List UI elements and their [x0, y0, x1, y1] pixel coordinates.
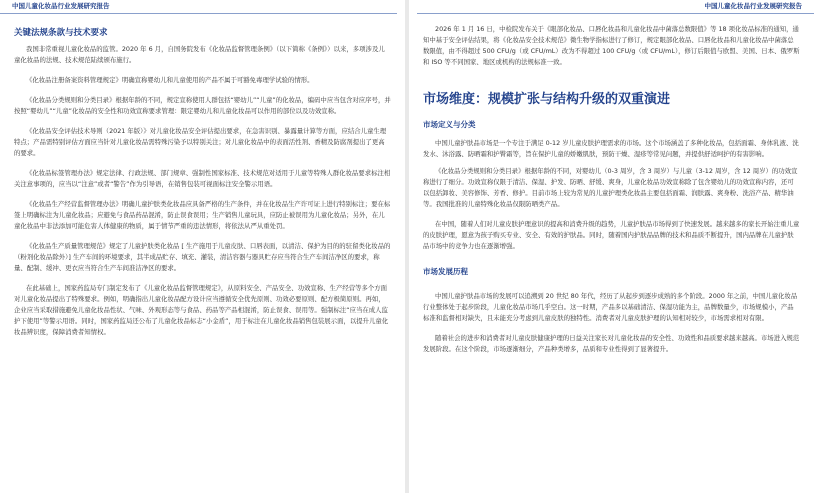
left-paragraph-3: 《化妆品分类规则和分类目录》根据年龄的不同，规定宣称使用人群包括“婴幼儿”“儿童”的化妆品，编码中应当包含对应序号，并按照“婴幼儿”“儿童”化妆品的安全性和功效宣称要求管理：限定婴幼儿和儿童化妆品可以作用的部位以及功效宣称。	[14, 96, 391, 115]
right-paragraph-2: 《化妆品分类规则和分类目录》根据年龄的不同，对婴幼儿（0-3 周岁，含 3 周岁）与儿童（3-12 周岁，含 12 周岁）的功效宣称进行了细分。功效宣称仅限于清洁、保湿、护发、防晒、舒缓、爽身，儿童化妆品功效宣称除了包含婴幼儿的功效宣称内容，还可以包括卸妆、美容修饰、芳香、修护。目前市场上较为常见的儿童护理类化妆品主要包括面霜、润肤露、爽身粉、洗浴产品、精华油等。我国批准的儿童特殊化妆品仅限防晒类产品。	[423, 167, 798, 208]
left-paragraph-4: 《化妆品安全评估技术导则（2021 年版）》对儿童化妆品安全评估提出要求，在急害识别、暴露量计算等方面，应结合儿童生理特点；产品需特别评估方面应当针对儿童化妆品需特殊污染予以特别关注；对儿童化妆品中的表面活性剂、香精及防腐剂提出了更高的要求。	[14, 127, 387, 157]
right-paragraph-5: 随着社会的进步和消费者对儿童皮肤健康护理的日益关注家长对儿童化妆品的安全性、功效性和品质要求越来越高。市场进入规范发展阶段。在这个阶段，市场逐渐细分，产品种类增多，品质和专业性得到了显著提升。	[423, 334, 800, 353]
right-paragraph-1: 中国儿童护肤品市场是一个专注于满足 0-12 岁儿童皮肤护理需求的市场。这个市场涵盖了多种化妆品，包括面霜、身体乳液、洗发水、沐浴露、防晒霜和护臀霜等，旨在保护儿童的娇嫩肌肤，预防干燥、湿疹等常见问题，并提供舒适呵护的有害影响。	[423, 139, 799, 158]
left-page	[0, 0, 405, 493]
right-running-header: 中国儿童化妆品行业发展研究报告	[417, 0, 814, 14]
left-paragraph-1: 我国非常重视儿童化妆品的监管。2020 年 6 月，自国务院发布《化妆品监督管理条例》（以下简称《条例》）以来，多项涉及儿童化妆品的法规、技术规范陆续颁布施行。	[14, 45, 385, 64]
section-heading-market-definition: 市场定义与分类	[423, 120, 476, 129]
right-paragraph-4: 中国儿童护肤品市场的发展可以追溯到 20 世纪 80 年代，经历了从起步到逐步成熟的多个阶段。2000 年之前，中国儿童化妆品行业整体处于起步阶段，儿童化妆品市场几乎空白。这一时期，产品多以基础清洁、保湿功能为主，品牌数量少，市场规模小，产品标准和监督相对缺失，且未能充分考虑到儿童皮肤的独特性。消费者对儿童皮肤护理的认知相对较少，市场需求相对有限。	[423, 292, 798, 322]
left-paragraph-6: 《化妆品生产经营监督管理办法》明确儿童护肤类化妆品应具备严格的生产条件，并在化妆品生产许可证上进行特别标注；要在标签上明确标注为儿童化妆品；应避免与食品药品混淆，防止误食误用；生产销售儿童玩具，应防止被误用为儿童化妆品；另外，在儿童化妆品中非法添加可能危害人体健康的物质，属于情节严重的违法情形，将依法从严从重处罚。	[14, 200, 391, 230]
left-paragraph-5: 《化妆品标签管理办法》规定法律、行政法规、部门规章、强制性国家标准、技术规范对适用于儿童等特殊人群化妆品要求标注相关注意事项的，应当以“注意”或者“警告”作为引导语，在销售包装可视面标注安全警示用语。	[14, 169, 391, 188]
right-paragraph-3: 在中国，随着人们对儿童皮肤护理意识的提高和消费升级的趋势，儿童护肤品市场得到了快速发展。越来越多的家长开始注重儿童的皮肤护理，愿意为孩子购买专业、安全、有效的护肤品。同时，随着国内护肤品品牌的技术和品质不断提升，国内品牌在儿童护肤品市场中的竞争力也在逐渐增强。	[423, 220, 800, 250]
left-content	[0, 26, 405, 338]
left-running-header: 中国儿童化妆品行业发展研究报告	[0, 0, 397, 14]
right-intro-paragraph: 2026 年 1 月 16 日，中检院发布关于《眼部化妆品、口唇化妆品和儿童化妆品中菌落总数限值》等 18 项化妆品标准的通知，通知中基于安全评估结果，将《化妆品安全技术规范》微生物学指标进行了修订，规定眼部化妆品、口唇化妆品和儿童化妆品中菌落总数限值，由不得超过 500 CFU/g（或 CFU/mL）改为不得超过 100 CFU/g（或 CFU/mL），修订后限值与欧盟、美国、日本、俄罗斯和 ISO 等不同国家、地区或机构的法规标准一致。	[423, 25, 800, 66]
left-paragraph-2: 《化妆品注册备案资料管理规定》明确宣称婴幼儿和儿童使用的产品不属于可豁免毒理学试验的情形。	[26, 76, 314, 84]
right-page	[409, 0, 814, 493]
main-heading: 市场维度：规模扩张与结构升级的双重演进	[423, 92, 671, 107]
section-heading-market-history: 市场发展历程	[423, 267, 468, 276]
right-content	[409, 14, 814, 355]
left-section-heading: 关键法规条款与技术要求	[14, 28, 108, 38]
left-paragraph-8: 在此基础上，国家药监局专门制定发布了《儿童化妆品监督管理规定》，从原料安全、产品安全、功效宣称、生产经营等多个方面对儿童化妆品提出了特殊要求。例如，明确指出儿童化妆品配方设计应当遵循安全优先原则、功效必要原则、配方极简原则。再如，企业应当采取措施避免儿童化妆品性状、气味、外观形态等与食品、药品等产品相混淆，防止误食、误用等。强制标注“应当在成人监护下使用”等警示用语。同时，国家药监局还公布了儿童化妆品标志“小金盾”，用于标注在儿童化妆品销售包装展示面，以提升儿童化妆品辨识度，保障消费者知情权。	[14, 284, 389, 336]
left-paragraph-7: 《化妆品生产质量管理规范》规定了儿童护肤类化妆品 [ 生产施用于儿童皮肤、口唇表面，以清洁、保护为目的的驻留类化妆品的（粉剂化妆品除外）] 生产车间的环境要求，其半成品贮存、填充、灌装，清洁容器与器具贮存应当符合生产车间洁净区的要求，称量、配制、缓冲、更衣应当符合生产车间准洁净区的要求。	[14, 242, 391, 272]
